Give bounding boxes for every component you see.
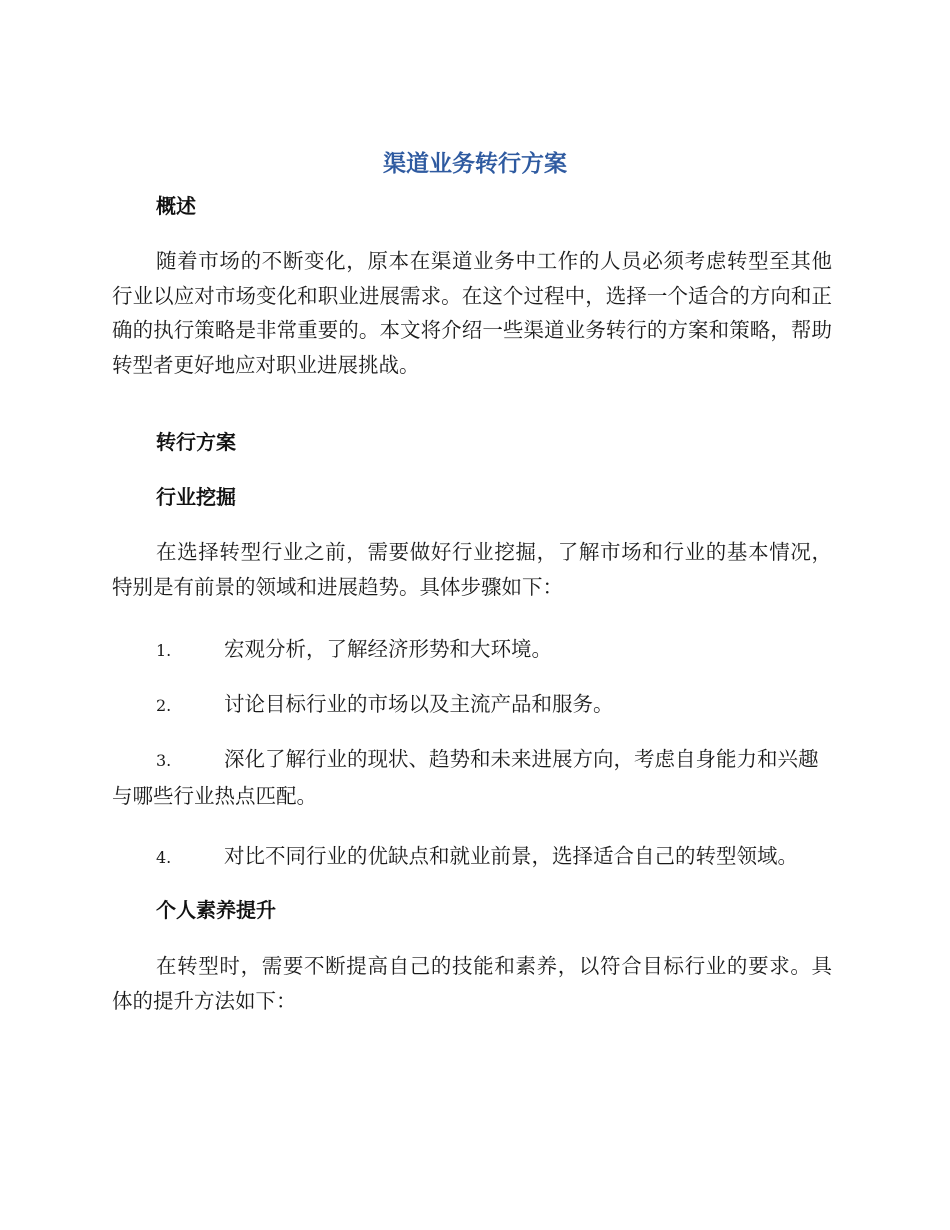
heading-industry: 行业挖掘: [156, 485, 236, 509]
list-item: [112, 839, 834, 876]
list-item: [112, 742, 834, 813]
paragraph-personal: 在转型时，需要不断提高自己的技能和素养，以符合目标行业的要求。具体的提升方法如下：: [112, 954, 832, 1013]
list-item-number: 3.: [156, 751, 172, 770]
list-item-number: 1.: [156, 641, 172, 660]
list-item-number: 2.: [156, 696, 172, 715]
heading-personal: 个人素养提升: [156, 898, 276, 922]
list-item-text: 宏观分析，了解经济形势和大环境。: [224, 637, 552, 661]
list-item-text: 对比不同行业的优缺点和就业前景，选择适合自己的转型领域。: [224, 844, 798, 868]
list-item-text: 深化了解行业的现状、趋势和未来进展方向，考虑自身能力和兴趣与哪些行业热点匹配。: [112, 747, 819, 808]
list-item: [112, 687, 834, 724]
document-title: 渠道业务转行方案: [383, 151, 567, 177]
paragraph-industry: 在选择转型行业之前，需要做好行业挖掘，了解市场和行业的基本情况，特别是有前景的领域和进展趋势。具体步骤如下：: [112, 540, 832, 599]
list-item-text: 讨论目标行业的市场以及主流产品和服务。: [224, 692, 614, 716]
heading-overview: 概述: [156, 194, 196, 218]
heading-plan: 转行方案: [156, 430, 236, 454]
paragraph-overview: 随着市场的不断变化，原本在渠道业务中工作的人员必须考虑转型至其他行业以应对市场变化和职业进展需求。在这个过程中，选择一个适合的方向和正确的执行策略是非常重要的。本文将介绍一些渠道业务转行的方案和策略，帮助转型者更好地应对职业进展挑战。: [112, 249, 832, 377]
list-item: [112, 632, 834, 669]
list-item-number: 4.: [156, 848, 172, 867]
